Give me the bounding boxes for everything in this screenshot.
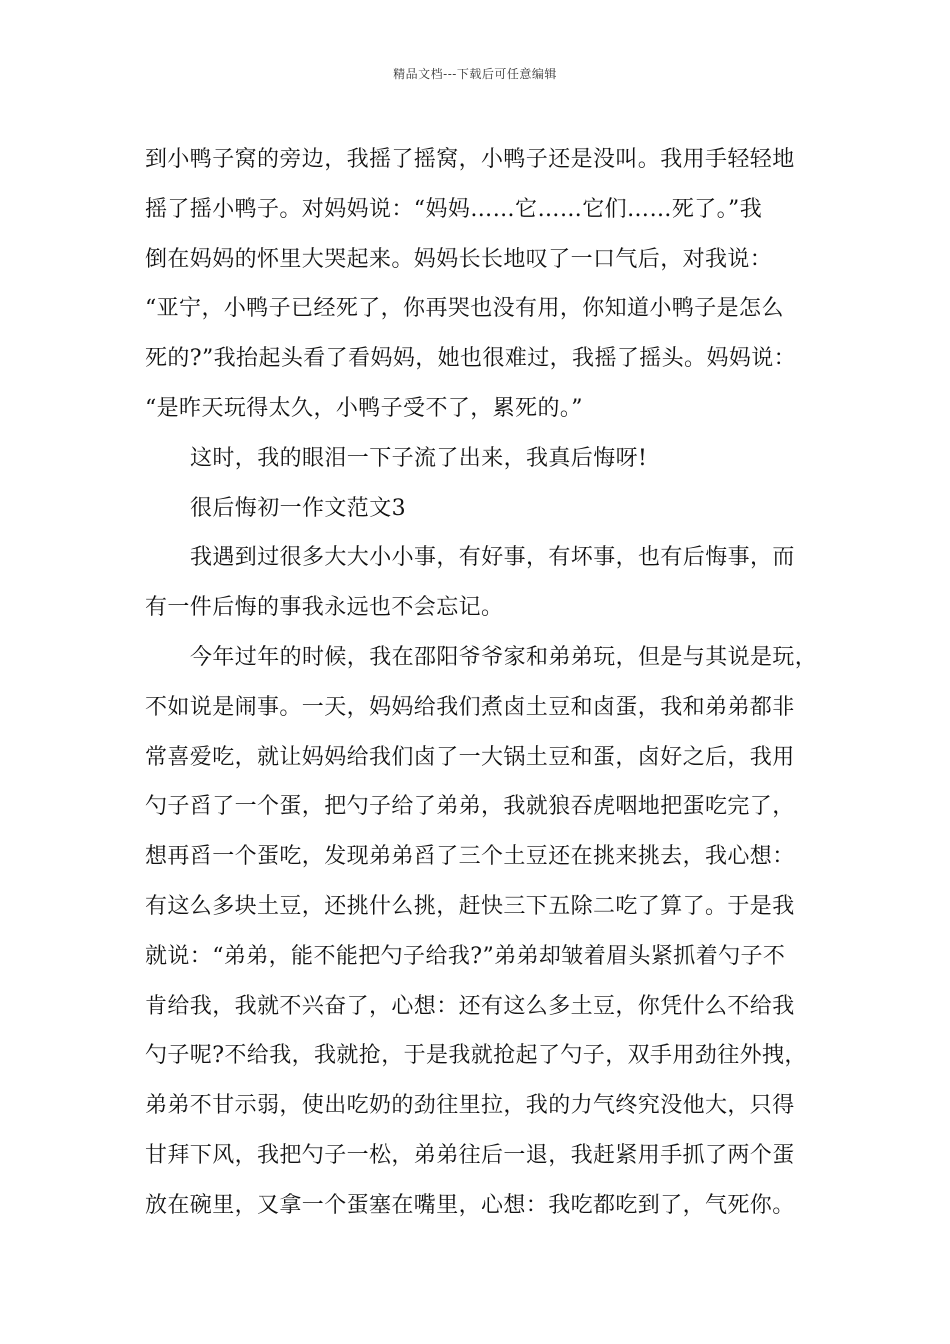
text-line: 弟弟不甘示弱，使出吃奶的劲往里拉，我的力气终究没他大，只得	[145, 1093, 795, 1119]
text-line: 放在碗里，又拿一个蛋塞在嘴里，心想：我吃都吃到了，气死你。	[145, 1192, 795, 1218]
text-line: 肯给我，我就不兴奋了，心想：还有这么多土豆，你凭什么不给我	[145, 993, 795, 1019]
text-line: 不如说是闹事。一天，妈妈给我们煮卤土豆和卤蛋，我和弟弟都非	[145, 694, 795, 720]
text-line: 到小鸭子窝的旁边，我摇了摇窝，小鸭子还是没叫。我用手轻轻地	[145, 147, 795, 172]
text-line: 就说：“弟弟，能不能把勺子给我?”弟弟却皱着眉头紧抓着勺子不	[145, 943, 786, 969]
text-line: 我遇到过很多大大小小事，有好事，有坏事，也有后悔事，而	[190, 545, 795, 571]
text-line: 勺子舀了一个蛋，把勺子给了弟弟，我就狼吞虎咽地把蛋吃完了，	[145, 794, 795, 820]
text-line: 今年过年的时候，我在邵阳爷爷家和弟弟玩，但是与其说是玩，	[190, 644, 818, 670]
document-body	[145, 135, 818, 1231]
text-line: 倒在妈妈的怀里大哭起来。妈妈长长地叹了一口气后，对我说：	[145, 246, 773, 272]
text-line: 有一件后悔的事我永远也不会忘记。	[145, 595, 504, 621]
text-line: 有这么多块土豆，还挑什么挑，赶快三下五除二吃了算了。于是我	[145, 893, 795, 919]
text-line: 常喜爱吃，就让妈妈给我们卤了一大锅土豆和蛋，卤好之后，我用	[145, 744, 795, 770]
text-line: “是昨天玩得太久，小鸭子受不了，累死的。”	[145, 395, 583, 421]
text-line: 甘拜下风，我把勺子一松，弟弟往后一退，我赶紧用手抓了两个蛋	[145, 1142, 795, 1168]
section-heading: 很后悔初一作文范文3	[190, 495, 406, 521]
text-line: 这时，我的眼泪一下子流了出来，我真后悔呀!	[190, 445, 648, 471]
page-header: 精品文档---下载后可任意编辑	[393, 67, 557, 81]
text-line: 想再舀一个蛋吃，发现弟弟舀了三个土豆还在挑来挑去，我心想：	[145, 844, 795, 870]
text-line: 死的?”我抬起头看了看妈妈，她也很难过，我摇了摇头。妈妈说：	[145, 346, 797, 372]
text-line: 勺子呢?不给我，我就抢，于是我就抢起了勺子，双手用劲往外拽，	[145, 1043, 807, 1069]
text-line: “亚宁，小鸭子已经死了，你再哭也没有用，你知道小鸭子是怎么	[145, 296, 784, 322]
text-line: 摇了摇小鸭子。对妈妈说：“妈妈……它……它们……死了。”我	[145, 196, 763, 222]
